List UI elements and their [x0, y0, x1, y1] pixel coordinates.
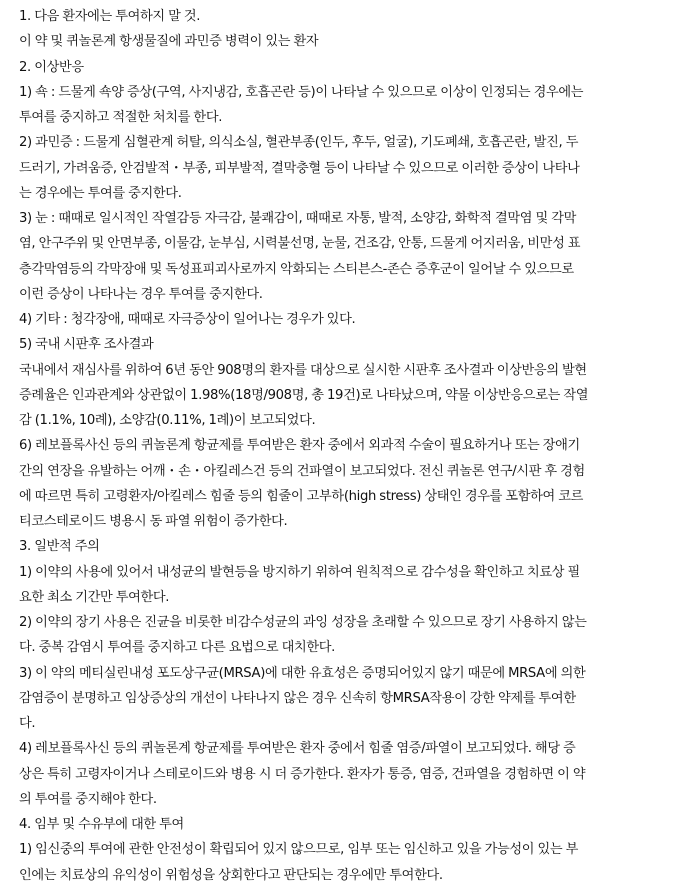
text-line: 다.	[19, 716, 36, 731]
text-line: 상은 특히 고령자이거나 스테로이드와 병용 시 더 증가한다. 환자가 통증, 염증, 건파열을 경험하면 이 약	[19, 766, 586, 782]
section-heading-general-precautions: 3. 일반적 주의	[19, 539, 100, 555]
section-heading-adverse-reactions: 2. 이상반응	[19, 59, 84, 75]
text-line: 에 따르면 특히 고령환자/아킬레스 힘줄 등의 힘줄이 고부하(high stress) 상태인 경우를 포함하여 코르	[19, 488, 584, 504]
text-line: 드러기, 가려움증, 안검발적・부종, 피부발적, 결막충혈 등이 나타날 수 있으므로 이러한 증상이 나타나	[19, 160, 580, 176]
text-line: 감 (1.1%, 10례), 소양감(0.11%, 1례)이 보고되었다.	[19, 413, 316, 428]
text-line: 국내에서 재심사를 위하여 6년 동안 908명의 환자를 대상으로 실시한 시판후 조사결과 이상반응의 발현	[19, 362, 587, 378]
text-line: 1) 임신중의 투여에 관한 안전성이 확립되어 있지 않으므로, 임부 또는 임신하고 있을 가능성이 있는 부	[19, 842, 579, 858]
text-line: 의 투여를 중지해야 한다.	[19, 791, 157, 807]
text-line: 인에는 치료상의 유익성이 위험성을 상회한다고 판단되는 경우에만 투여한다.	[19, 867, 443, 883]
text-line: 투여를 중지하고 적절한 처치를 한다.	[19, 110, 223, 125]
text-line: 1) 쇽 : 드물게 쇽양 증상(구역, 사지냉감, 호흡곤란 등)이 나타날 수 있으므로 이상이 인정되는 경우에는	[19, 84, 584, 100]
text-line: 간의 연장을 유발하는 어깨・손・아킬레스건 등의 건파열이 보고되었다. 전신 퀴놀론 연구/시판 후 경험	[19, 463, 585, 479]
text-line: 층각막염등의 각막장애 및 독성표피괴사로까지 악화되는 스티븐스-존슨 증후군이 일어날 수 있으므로	[19, 261, 574, 277]
text-line: 1) 이약의 사용에 있어서 내성균의 발현등을 방지하기 위하여 원칙적으로 감수성을 확인하고 치료상 필	[19, 564, 580, 580]
section-heading-pregnancy-lactation: 4. 임부 및 수유부에 대한 투여	[19, 817, 184, 832]
text-line: 요한 최소 기간만 투여한다.	[19, 589, 170, 605]
text-line: 염, 안구주위 및 안면부종, 이물감, 눈부심, 시력불선명, 눈물, 건조감, 안통, 드물게 어지러움, 비만성 표	[19, 236, 581, 252]
text-line: 티코스테로이드 병용시 동 파열 위험이 증가한다.	[19, 514, 288, 529]
section-heading-contraindications: 1. 다음 환자에는 투여하지 말 것.	[19, 9, 201, 24]
text-line: 는 경우에는 투여를 중지한다.	[19, 185, 182, 201]
text-line: 3) 눈 : 때때로 일시적인 작열감등 자극감, 불쾌감이, 때때로 자통, 발적, 소양감, 화학적 결막염 및 각막	[19, 211, 577, 226]
text-line: 2) 과민증 : 드물게 심혈관계 허탈, 의식소실, 혈관부종(인두, 후두, 얼굴), 기도폐쇄, 호흡곤란, 발진, 두	[19, 135, 579, 151]
text-line: 감염증이 분명하고 임상증상의 개선이 나타나지 않은 경우 신속히 항MRSA작용이 강한 약제를 투여한	[19, 690, 576, 706]
text-line: 4) 기타 : 청각장애, 때때로 자극증상이 일어나는 경우가 있다.	[19, 312, 356, 327]
text-line: 증례율은 인과관계와 상관없이 1.98%(18명/908명, 총 19건)로 나타났으며, 약물 이상반응으로는 작열	[19, 387, 589, 403]
text-line: 이 약 및 퀴놀론계 항생물질에 과민증 병력이 있는 환자	[19, 34, 319, 50]
text-line: 2) 이약의 장기 사용은 진균을 비롯한 비감수성균의 과잉 성장을 초래할 수 있으므로 장기 사용하지 않는	[19, 615, 587, 630]
text-line: 6) 레보플록사신 등의 퀴놀론계 항균제를 투여받은 환자 중에서 외과적 수술이 필요하거나 또는 장애기	[19, 438, 580, 454]
text-line: 5) 국내 시판후 조사결과	[19, 337, 154, 353]
text-line: 다. 중복 감염시 투여를 중지하고 다른 요법으로 대치한다.	[19, 640, 336, 656]
text-line: 이런 증상이 나타나는 경우 투여를 중지한다.	[19, 286, 263, 302]
text-line: 4) 레보플록사신 등의 퀴놀론계 항균제를 투여받은 환자 중에서 힘줄 염증/파열이 보고되었다. 해당 증	[19, 741, 576, 757]
text-line: 3) 이 약의 메티실린내성 포도상구균(MRSA)에 대한 유효성은 증명되어있지 않기 때문에 MRSA에 의한	[19, 665, 586, 681]
